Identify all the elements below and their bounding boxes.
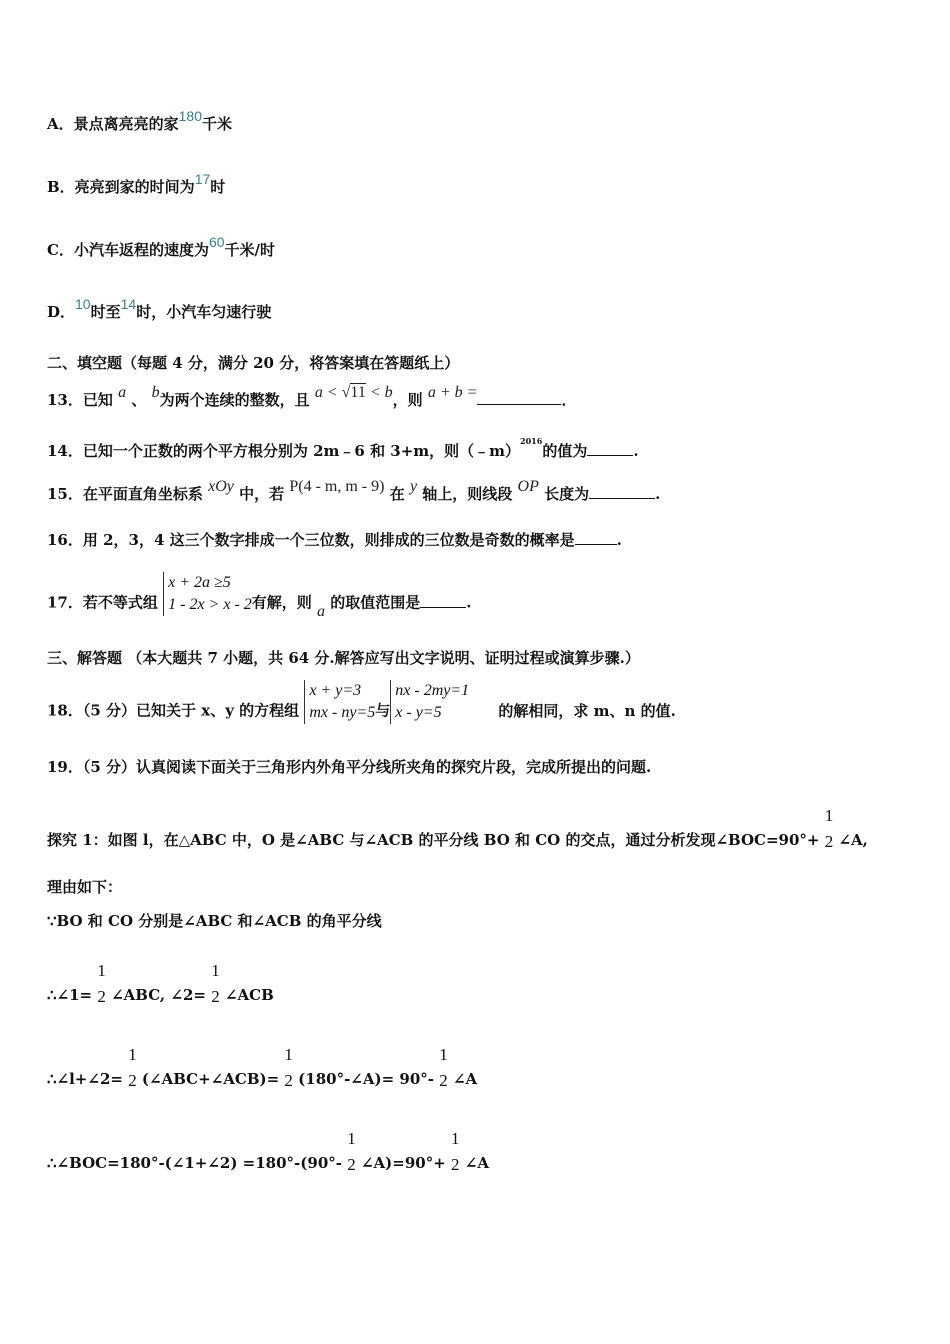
q13-var-a: a xyxy=(118,384,127,401)
section-2-title: 二、填空题（每题 4 分，满分 20 分，将答案填在答题纸上） xyxy=(47,354,460,372)
q13-sqrt: 11 xyxy=(350,384,366,401)
half-fraction xyxy=(451,1126,460,1178)
q14-exponent: 2016 xyxy=(520,436,543,446)
q14-end: . xyxy=(633,442,639,460)
q18-post: 的解相同，求 m、n 的值. xyxy=(498,701,676,720)
fraction-den: 2 xyxy=(347,1155,356,1174)
q17-eq-2: 1 - 2x > x - 2 xyxy=(168,596,252,613)
fraction-num: 1 xyxy=(284,1045,293,1064)
option-a xyxy=(47,108,233,134)
q16-answer-blank[interactable] xyxy=(575,530,617,545)
q18-pre: 18．（5 分）已知关于 x、y 的方程组 xyxy=(47,701,300,720)
reason-line-2 xyxy=(47,961,274,1022)
q14-post: 的值为 xyxy=(542,442,588,460)
option-c-unit: 千米/时 xyxy=(224,241,276,259)
option-b xyxy=(47,171,226,197)
question-19: 19．（5 分）认真阅读下面关于三角形内外角平分线所夹角的探究片段，完成所提出的问题. xyxy=(47,758,652,776)
q13-var-b: b xyxy=(151,384,160,401)
reason-3-d: ∠A xyxy=(452,1070,478,1088)
half-fraction xyxy=(825,803,834,855)
option-d-mid: 时至 xyxy=(90,303,121,321)
half-fraction xyxy=(439,1042,448,1094)
reason-2-b: ∠ABC, ∠2= xyxy=(111,986,206,1004)
half-fraction xyxy=(347,1126,356,1178)
q15-answer-blank[interactable] xyxy=(589,484,655,499)
half-fraction xyxy=(284,1042,293,1094)
option-d-number-1: 10 xyxy=(75,296,91,312)
explore-1-text: 探究 1：如图 l，在△ABC 中，O 是∠ABC 与∠ACB 的平分线 BO 和 CO 的交点，通过分析发现∠BOC=90°+ xyxy=(47,831,820,849)
q15-y: y xyxy=(409,478,418,495)
reason-4-a: ∴∠BOC=180°-(∠1+∠2) =180°-(90°- xyxy=(47,1154,342,1172)
reason-line-1: ∵BO 和 CO 分别是∠ABC 和∠ACB 的角平分线 xyxy=(47,912,382,930)
q16-end: . xyxy=(616,531,622,549)
q13-end: ． xyxy=(561,391,577,409)
reason-line-3 xyxy=(47,1045,478,1106)
explore-1 xyxy=(47,806,868,867)
explore-1-end: ∠A, xyxy=(838,831,868,849)
reason-3-c: (180°-∠A)= 90°- xyxy=(298,1070,434,1088)
q17-post: 的取值范围是 xyxy=(330,593,421,612)
q13-answer-blank[interactable] xyxy=(477,390,561,405)
reason-3-b: (∠ABC+∠ACB)= xyxy=(141,1070,280,1088)
fraction-num: 1 xyxy=(128,1045,137,1064)
q18-mid: 与 xyxy=(375,701,391,720)
fraction-den: 2 xyxy=(211,987,220,1006)
reason-2-c: ∠ACB xyxy=(224,986,274,1004)
option-c-number: 60 xyxy=(208,234,225,250)
option-b-text: B．亮亮到家的时间为 xyxy=(47,178,195,196)
option-d-label: D． xyxy=(47,303,76,321)
section-3-title: 三、解答题 （本大题共 7 小题，共 64 分.解答应写出文字说明、证明过程或演算步骤.） xyxy=(47,649,640,667)
q15-mid-4: 长度为 xyxy=(544,485,590,503)
q13-pre: 13．已知 xyxy=(47,391,113,409)
fraction-den: 2 xyxy=(284,1071,293,1090)
q17-system xyxy=(163,572,252,627)
option-d-text: 时，小汽车匀速行驶 xyxy=(136,303,272,321)
fraction-den: 2 xyxy=(451,1155,460,1174)
q13-inequality: a < √11 < b xyxy=(314,384,393,401)
q15-end: . xyxy=(655,485,661,503)
q18-s2-eq-1: nx - 2my=1 xyxy=(395,682,470,699)
fraction-num: 1 xyxy=(97,961,106,980)
option-c xyxy=(47,234,276,260)
option-d-number-2: 14 xyxy=(120,296,137,312)
option-d xyxy=(47,296,272,322)
option-b-unit: 时 xyxy=(210,178,226,196)
option-b-number: 17 xyxy=(194,171,211,187)
q15-mid-3: 轴上，则线段 xyxy=(422,485,513,503)
q17-eq-1: x + 2a ≥5 xyxy=(168,574,231,591)
q15-pre: 15．在平面直角坐标系 xyxy=(47,485,203,503)
half-fraction xyxy=(97,958,106,1010)
q13-expression: a + b = xyxy=(427,384,478,401)
q18-system-2 xyxy=(390,680,469,735)
fraction-num: 1 xyxy=(439,1045,448,1064)
q17-answer-blank[interactable] xyxy=(420,593,466,608)
q17-mid: 有解，则 xyxy=(251,593,312,612)
fraction-num: 1 xyxy=(451,1129,460,1148)
question-15 xyxy=(47,478,661,505)
reason-2-a: ∴∠1= xyxy=(47,986,93,1004)
q17-var-a: a xyxy=(317,602,326,620)
reason-3-a: ∴∠l+∠2= xyxy=(47,1070,123,1088)
half-fraction xyxy=(128,1042,137,1094)
reason-4-c: ∠A xyxy=(464,1154,489,1172)
question-13 xyxy=(47,384,577,411)
option-a-text: A．景点离亮亮的家 xyxy=(47,115,179,133)
q16-text: 16．用 2，3，4 这三个数字排成一个三位数，则排成的三位数是奇数的概率是 xyxy=(47,531,575,549)
q15-mid-2: 在 xyxy=(389,485,405,503)
q14-answer-blank[interactable] xyxy=(587,441,633,456)
fraction-num: 1 xyxy=(824,806,834,825)
fraction-den: 2 xyxy=(824,832,834,851)
q17-end: . xyxy=(466,593,472,612)
q18-s1-eq-1: x + y=3 xyxy=(309,682,362,699)
half-fraction xyxy=(211,958,220,1010)
question-14 xyxy=(47,437,639,461)
question-16 xyxy=(47,530,622,550)
fraction-num: 1 xyxy=(347,1129,356,1148)
q17-pre: 17．若不等式组 xyxy=(47,593,158,612)
fraction-den: 2 xyxy=(439,1071,448,1090)
option-a-number: 180 xyxy=(178,108,202,124)
question-17 xyxy=(47,576,472,631)
q13-mid: 为两个连续的整数，且 xyxy=(159,391,310,409)
q15-point: P(4 - m, m - 9) xyxy=(289,478,385,495)
q15-mid-1: 中，若 xyxy=(239,485,285,503)
q13-sep: 、 xyxy=(131,391,147,409)
q18-system-1 xyxy=(304,680,375,735)
reason-4-b: ∠A)=90°+ xyxy=(360,1154,446,1172)
q13-then: ，则 xyxy=(392,391,423,409)
q15-op: OP xyxy=(517,478,539,495)
q13-ineq-b: < b xyxy=(369,384,393,401)
option-a-unit: 千米 xyxy=(202,115,233,133)
q14-text: 14．已知一个正数的两个平方根分别为 2m﹣6 和 3+m，则（﹣m） xyxy=(47,442,521,460)
question-18 xyxy=(47,684,676,739)
q15-xoy: xOy xyxy=(208,478,234,495)
fraction-num: 1 xyxy=(211,961,220,980)
q13-ineq-a: a < xyxy=(314,384,338,401)
fraction-den: 2 xyxy=(128,1071,137,1090)
reason-line-4 xyxy=(47,1129,489,1190)
q18-s1-eq-2: mx - ny=5 xyxy=(309,704,376,721)
fraction-den: 2 xyxy=(97,987,106,1006)
option-c-text: C．小汽车返程的速度为 xyxy=(47,241,209,259)
reason-title: 理由如下： xyxy=(47,878,123,896)
q18-s2-eq-2: x - y=5 xyxy=(395,704,442,721)
